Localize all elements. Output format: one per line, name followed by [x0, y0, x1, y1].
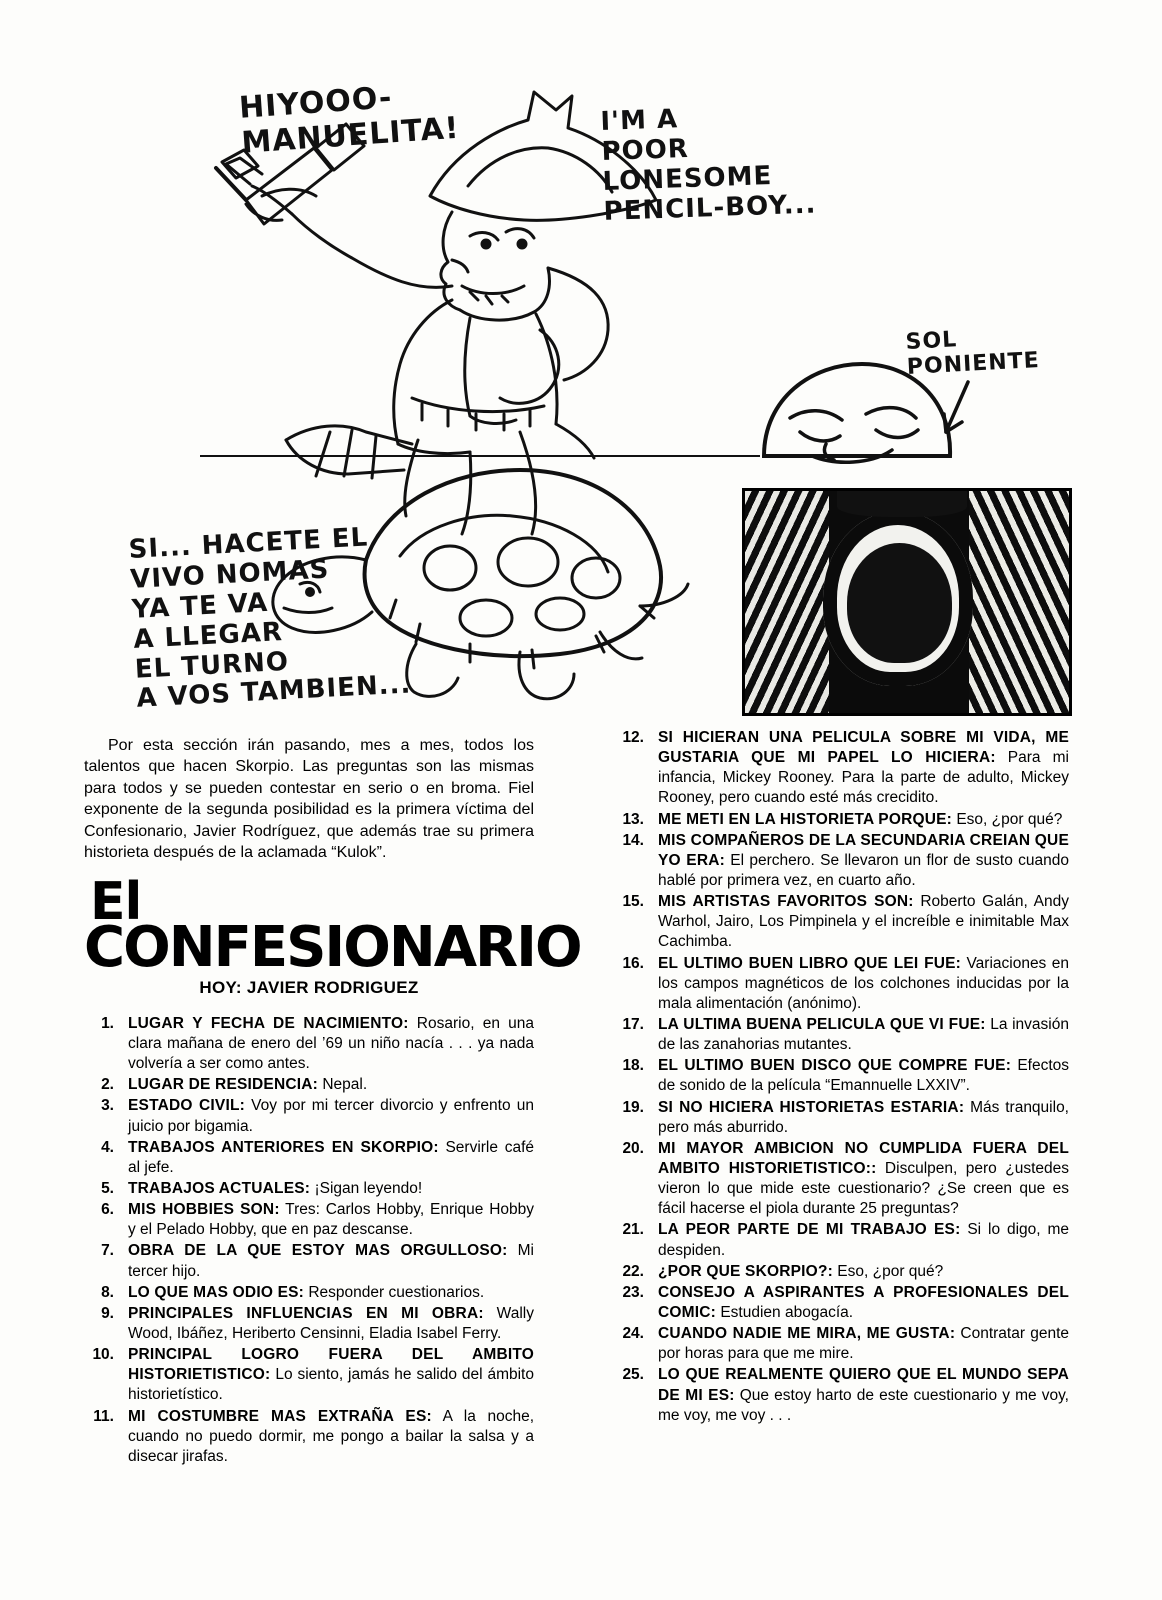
question-label: LO QUE REALMENTE QUIERO QUE EL MUNDO SEPA DE MI ES:	[658, 1366, 1069, 1404]
questions-list-right	[614, 728, 1069, 1426]
question-answer: Contratar gente por horas para que me mire.	[658, 1325, 1070, 1363]
question-item	[614, 1220, 1069, 1260]
question-answer: Más tranquilo, pero más aburrido.	[658, 1098, 1069, 1136]
question-number: 4.	[101, 1138, 114, 1156]
question-answer: Nepal.	[318, 1076, 368, 1094]
question-label: ¿POR QUE SKORPIO?:	[658, 1262, 833, 1280]
question-label: LUGAR Y FECHA DE NACIMIENTO:	[128, 1014, 409, 1032]
question-answer: Wally Wood, Ibáñez, Heriberto Censinni, Eladia Isabel Ferry.	[128, 1304, 534, 1342]
left-column	[84, 735, 581, 1468]
question-answer: Para mi infancia, Mickey Rooney. Para la parte de adulto, Mickey Rooney, pero cuando esté más crecidito.	[658, 749, 1069, 807]
horizon-line	[200, 455, 760, 457]
question-label: SI HICIERAN UNA PELICULA SOBRE MI VIDA, ME GUSTARIA QUE MI PAPEL LO HICIERA:	[658, 729, 1069, 767]
right-column	[614, 728, 1069, 1427]
question-number: 10.	[92, 1346, 114, 1364]
question-number: 17.	[622, 1015, 644, 1033]
question-label: MIS ARTISTAS FAVORITOS SON:	[658, 893, 914, 911]
question-answer: Rosario, en una clara mañana de enero del ’69 un niño nacía . . . ya nada volvería a ser como antes.	[128, 1014, 534, 1073]
question-number: 13.	[622, 810, 644, 828]
question-answer: Tres: Carlos Hobby, Enrique Hobby y el Pelado Hobby, que en paz descanse.	[128, 1201, 534, 1239]
question-answer: Estudien abogacía.	[716, 1303, 854, 1321]
question-answer: Variaciones en los campos magnéticos de los colchones inducidas por la mala alimentación (anónimo).	[658, 954, 1069, 1012]
question-answer: Eso, ¿por qué?	[952, 810, 1063, 828]
question-answer: Si lo digo, me despiden.	[658, 1221, 1069, 1259]
logo-line-1: El	[90, 871, 142, 932]
question-answer: La invasión de las zanahorias mutantes.	[658, 1015, 1069, 1054]
label-sol-poniente: SOL PONIENTE	[905, 327, 1041, 381]
question-item	[84, 1200, 534, 1240]
question-answer: Servirle café al jefe.	[128, 1138, 534, 1176]
question-item	[84, 1014, 534, 1074]
question-label: MI COSTUMBRE MAS EXTRAÑA ES:	[128, 1407, 432, 1425]
question-item	[84, 1179, 534, 1199]
question-item	[84, 1075, 534, 1095]
question-label: CUANDO NADIE ME MIRA, ME GUSTA:	[658, 1325, 956, 1343]
question-item	[614, 810, 1069, 830]
photo-texture-right	[969, 491, 1069, 713]
question-number: 21.	[622, 1221, 644, 1239]
question-item	[84, 1096, 534, 1136]
question-item	[614, 831, 1069, 891]
question-number: 11.	[93, 1407, 114, 1425]
question-label: MIS HOBBIES SON:	[128, 1201, 280, 1219]
question-label: TRABAJOS ACTUALES:	[128, 1179, 311, 1197]
question-answer: Voy por mi tercer divorcio y enfrento un juicio por bigamia.	[128, 1097, 534, 1135]
question-item	[614, 1262, 1069, 1282]
question-label: LA ULTIMA BUENA PELICULA QUE VI FUE:	[658, 1015, 986, 1033]
question-answer: Eso, ¿por qué?	[832, 1262, 944, 1280]
question-answer: Lo siento, jamás he salido del ámbito historietístico.	[128, 1366, 534, 1404]
section-logo	[84, 871, 581, 980]
question-answer: A la noche, cuando no puedo dormir, me pongo a bailar la salsa y a disecar jirafas.	[128, 1407, 535, 1465]
question-item	[84, 1345, 534, 1405]
photo-band	[837, 491, 967, 517]
question-number: 23.	[622, 1283, 644, 1301]
question-item	[614, 1283, 1069, 1323]
question-number: 18.	[622, 1057, 644, 1075]
question-item	[614, 954, 1069, 1014]
question-number: 16.	[622, 954, 644, 972]
question-item	[614, 1139, 1069, 1220]
intro-paragraph: Por esta sección irán pasando, mes a mes, todos los talentos que hacen Skorpio. Las preguntas son las mismas para todos y se pueden contestar en serio o en broma. Fiel exponente de la segunda posibilidad es la primera víctima del Confesionario, Javier Rodríguez, que además trae su primera historieta después de la aclamada “Kulok”.	[84, 737, 534, 862]
question-label: ME METI EN LA HISTORIETA PORQUE:	[658, 810, 953, 828]
question-number: 3.	[101, 1097, 114, 1115]
question-label: PRINCIPAL LOGRO FUERA DEL AMBITO HISTORIETISTICO:	[128, 1346, 534, 1384]
question-number: 8.	[101, 1283, 114, 1301]
question-item	[614, 1365, 1069, 1425]
question-number: 9.	[101, 1304, 114, 1322]
question-label: ESTADO CIVIL:	[128, 1097, 245, 1115]
question-label: LO QUE MAS ODIO ES:	[128, 1283, 305, 1301]
question-number: 7.	[101, 1242, 114, 1260]
question-label: MIS COMPAÑEROS DE LA SECUNDARIA CREIAN QUE YO ERA:	[658, 831, 1069, 869]
sun-arrow	[944, 382, 968, 432]
question-number: 15.	[622, 893, 644, 911]
question-number: 2.	[101, 1076, 114, 1094]
question-answer: ¡Sigan leyendo!	[310, 1179, 423, 1197]
question-number: 24.	[622, 1325, 644, 1343]
question-answer: Responder cuestionarios.	[304, 1283, 485, 1301]
question-item	[84, 1407, 534, 1467]
question-item	[84, 1304, 534, 1344]
question-label: LUGAR DE RESIDENCIA:	[128, 1076, 319, 1094]
question-label: LA PEOR PARTE DE MI TRABAJO ES:	[658, 1221, 961, 1239]
question-item	[614, 1056, 1069, 1096]
question-number: 6.	[101, 1201, 114, 1219]
question-answer: Efectos de sonido de la película “Emannuelle LXXIV”.	[658, 1057, 1070, 1095]
question-item	[614, 1324, 1069, 1364]
question-number: 25.	[622, 1366, 644, 1384]
question-label: PRINCIPALES INFLUENCIAS EN MI OBRA:	[128, 1304, 484, 1322]
speech-turtle: SI... HACETE EL VIVO NOMAS YA TE VA A LLEGAR EL TURNO A VOS TAMBIEN...	[127, 522, 413, 715]
question-item	[614, 1015, 1069, 1055]
question-item	[84, 1283, 534, 1303]
photo-texture-left	[745, 491, 829, 713]
question-number: 12.	[622, 729, 644, 746]
question-label: CONSEJO A ASPIRANTES A PROFESIONALES DEL COMIC:	[658, 1283, 1069, 1321]
logo-line-2: CONFESIONARIO	[84, 914, 581, 980]
question-answer: El perchero. Se llevaron un flor de susto cuando hablé por primera vez, en cuarto año.	[658, 851, 1069, 889]
question-answer: Mi tercer hijo.	[128, 1242, 534, 1280]
section-subtitle: HOY: JAVIER RODRIGUEZ	[199, 978, 419, 998]
question-label: SI NO HICIERA HISTORIETAS ESTARIA:	[658, 1098, 965, 1116]
question-number: 20.	[622, 1139, 644, 1157]
question-number: 22.	[622, 1262, 644, 1280]
question-item	[614, 892, 1069, 952]
speech-hiyooo: HIYOOO- MANUELITA!	[237, 80, 461, 161]
question-item	[614, 728, 1069, 809]
photo-panel	[742, 488, 1072, 716]
question-item	[84, 1241, 534, 1281]
question-answer: Que estoy harto de este cuestionario y me voy, me voy, me voy . . .	[658, 1386, 1069, 1424]
questions-list-left	[84, 1014, 534, 1467]
question-number: 5.	[101, 1179, 114, 1197]
speech-pencil-boy: I'M A POOR LONESOME PENCIL-BOY...	[599, 104, 817, 227]
question-item	[614, 1098, 1069, 1138]
photo-mouth-inner	[847, 543, 952, 663]
question-answer: Roberto Galán, Andy Warhol, Jairo, Los Pimpinela y el increíble e inimitable Max Cachimba.	[658, 893, 1069, 951]
cartoon-illustration	[0, 0, 1162, 740]
question-number: 1.	[101, 1014, 114, 1032]
question-number: 14.	[622, 831, 644, 849]
question-label: OBRA DE LA QUE ESTOY MAS ORGULLOSO:	[128, 1242, 508, 1260]
question-label: MI MAYOR AMBICION NO CUMPLIDA FUERA DEL AMBITO HISTORIETISTICO::	[658, 1139, 1069, 1177]
question-label: EL ULTIMO BUEN DISCO QUE COMPRE FUE:	[658, 1057, 1012, 1075]
question-label: EL ULTIMO BUEN LIBRO QUE LEI FUE:	[658, 954, 962, 972]
question-number: 19.	[622, 1098, 644, 1116]
question-label: TRABAJOS ANTERIORES EN SKORPIO:	[128, 1138, 439, 1156]
question-answer: Disculpen, pero ¿ustedes vieron lo que mide este cuestionario? ¿Se creen que es fácil hacerse el piola durante 25 preguntas?	[658, 1159, 1069, 1218]
question-item	[84, 1138, 534, 1178]
